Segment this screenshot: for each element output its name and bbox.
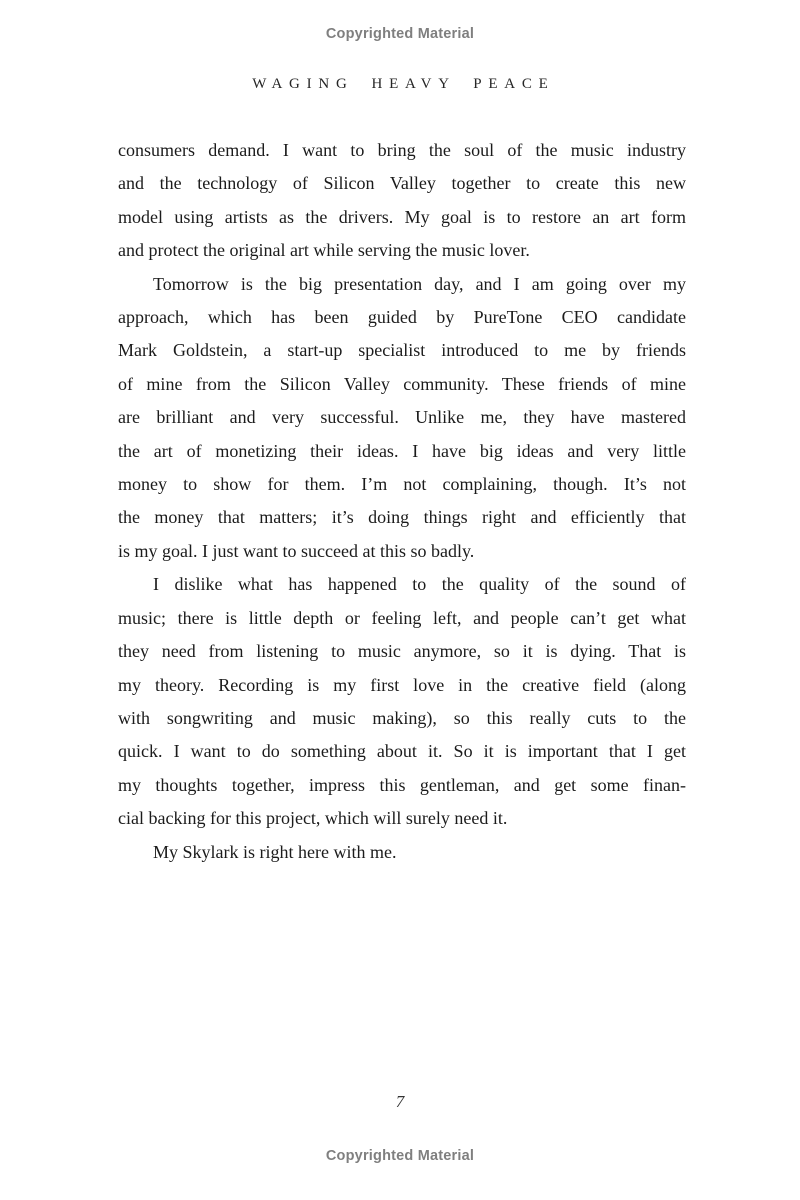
body-line: my thoughts together, impress this gentleman, and get some finan- bbox=[118, 774, 686, 795]
body-line: I dislike what has happened to the quality of the sound of bbox=[153, 574, 686, 595]
body-line: is my goal. I just want to succeed at this so badly. bbox=[118, 540, 475, 561]
body-line: the money that matters; it’s doing things right and efficiently that bbox=[118, 507, 686, 528]
body-line: the art of monetizing their ideas. I have big ideas and very little bbox=[118, 440, 686, 461]
body-line: my theory. Recording is my first love in the creative field (along bbox=[118, 674, 686, 695]
page-number: 7 bbox=[395, 1092, 405, 1111]
body-line: music; there is little depth or feeling left, and people can’t get what bbox=[118, 607, 686, 628]
body-line: consumers demand. I want to bring the soul of the music industry bbox=[118, 140, 686, 160]
body-line: My Skylark is right here with me. bbox=[153, 841, 397, 862]
body-line: money to show for them. I’m not complaining, though. It’s not bbox=[118, 474, 686, 495]
body-line: they need from listening to music anymore, so it is dying. That is bbox=[118, 641, 686, 662]
body-line: Tomorrow is the big presentation day, and I am going over my bbox=[153, 273, 686, 294]
copyright-notice-top: Copyrighted Material bbox=[325, 26, 475, 42]
body-line: with songwriting and music making), so this really cuts to the bbox=[118, 707, 686, 728]
body-text bbox=[118, 134, 686, 869]
body-line: and the technology of Silicon Valley together to create this new bbox=[118, 173, 686, 194]
body-line: approach, which has been guided by PureTone CEO candidate bbox=[118, 307, 686, 328]
body-line: of mine from the Silicon Valley community. These friends of mine bbox=[118, 373, 686, 394]
running-head: WAGING HEAVY PEACE bbox=[252, 76, 555, 92]
body-line: cial backing for this project, which will surely need it. bbox=[118, 808, 508, 829]
body-line: quick. I want to do something about it. So it is important that I get bbox=[118, 741, 686, 762]
body-line: are brilliant and very successful. Unlike me, they have mastered bbox=[118, 407, 686, 428]
copyright-notice-bottom: Copyrighted Material bbox=[325, 1148, 475, 1164]
body-line: Mark Goldstein, a start-up specialist introduced to me by friends bbox=[118, 340, 686, 361]
body-line: model using artists as the drivers. My goal is to restore an art form bbox=[118, 206, 686, 227]
body-line: and protect the original art while serving the music lover. bbox=[118, 240, 530, 261]
